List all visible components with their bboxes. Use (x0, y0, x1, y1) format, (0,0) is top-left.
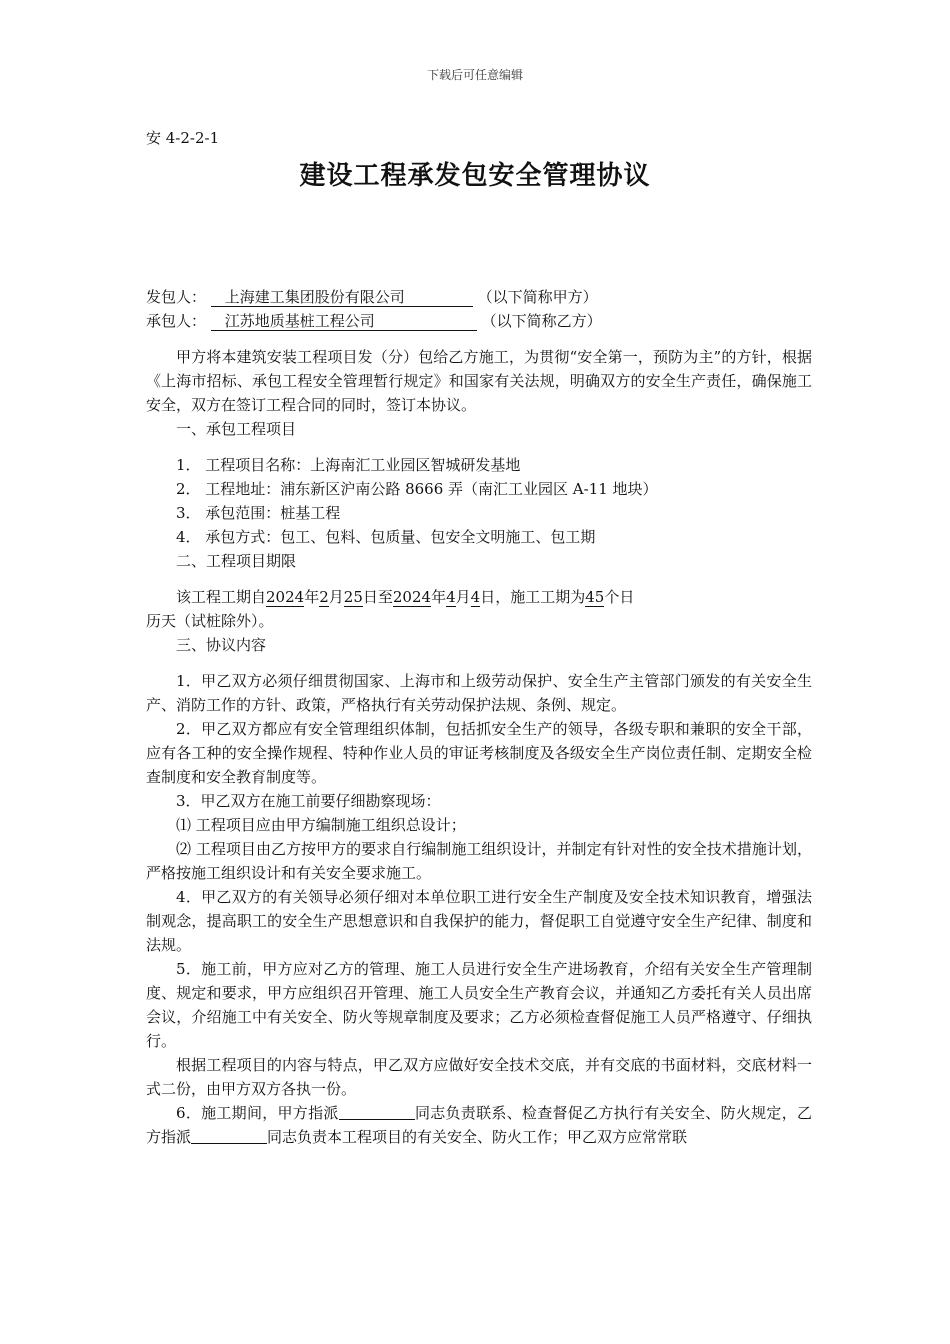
clause-4: 4．甲乙双方的有关领导必须仔细对本单位职工进行安全生产制度及安全技术知识教育，增强法制观念，提高职工的安全生产思想意识和自我保护的能力，督促职工自觉遵守安全生产纪律、制度和法规。 (146, 888, 812, 954)
clause-1: 1．甲乙双方必须仔细贯彻国家、上海市和上级劳动保护、安全生产主管部门颁发的有关安全生产、消防工作的方针、政策，严格执行有关劳动保护法规、条例、规定。 (146, 672, 812, 714)
start-year: 2024 (266, 588, 305, 606)
end-year: 2024 (392, 588, 432, 606)
start-day: 25 (343, 588, 363, 606)
clause-3: 3．甲乙双方在施工前要仔细勘察现场： (176, 792, 441, 810)
clause-6: 6．施工期间，甲方指派 同志负责联系、检查督促乙方执行有关安全、防火规定，乙方指派 同志负责本工程项目的有关安全、防火工作；甲乙双方应常常联 (146, 1104, 812, 1146)
start-month: 2 (319, 588, 329, 606)
period-line-2: 历天（试桩除外）。 (146, 612, 274, 630)
party-b-contact-blank[interactable] (191, 1127, 267, 1144)
party-b-line (146, 309, 812, 333)
party-a-suffix: （以下简称甲方） (477, 288, 598, 306)
party-a-contact-blank[interactable] (339, 1103, 415, 1120)
project-item-3: 3． 承包范围：桩基工程 (176, 504, 341, 522)
period-line: 该工程工期自2024年2月25日至2024年4月4日，施工工期为45个日 (176, 588, 635, 606)
clause-5-extra: 根据工程项目的内容与特点，甲乙双方应做好安全技术交底，并有交底的书面材料，交底材料一式二份，由甲方双方各执一份。 (146, 1056, 812, 1098)
section-heading-2: 二、工程项目期限 (176, 552, 297, 570)
document-title: 建设工程承发包安全管理协议 (299, 161, 651, 191)
party-b-suffix: （以下简称乙方） (481, 312, 602, 330)
party-a-label: 发包人： (146, 288, 207, 306)
party-a-name: 上海建工集团股份有限公司 (211, 288, 473, 307)
project-item-1: 1． 工程项目名称：上海南汇工业园区智城研发基地 (176, 456, 521, 474)
document-code: 安 4-2-2-1 (146, 129, 220, 147)
section-heading-3: 三、协议内容 (176, 636, 267, 654)
clause-3-sub-1: ⑴ 工程项目应由甲方编制施工组织总设计； (176, 816, 466, 834)
duration-days: 45 (585, 588, 605, 606)
header-note: 下载后可任意编辑 (426, 68, 523, 82)
intro-paragraph: 甲方将本建筑安装工程项目发（分）包给乙方施工，为贯彻“安全第一，预防为主”的方针，根据《上海市招标、承包工程安全管理暂行规定》和国家有关法规，明确双方的安全生产责任，确保施工安全，双方在签订工程合同的同时，签订本协议。 (146, 348, 812, 414)
document-body (146, 285, 812, 1149)
clause-5: 5．施工前，甲方应对乙方的管理、施工人员进行安全生产进场教育，介绍有关安全生产管理制度、规定和要求，甲方应组织召开管理、施工人员安全生产教育会议，并通知乙方委托有关人员出席会议，介绍施工中有关安全、防火等规章制度及要求；乙方必须检查督促施工人员严格遵守、仔细执行。 (146, 960, 812, 1050)
clause-3-sub-2: ⑵ 工程项目由乙方按甲方的要求自行编制施工组织设计，并制定有针对性的安全技术措施计划，严格按施工组织设计和有关安全要求施工。 (146, 840, 812, 882)
clause-2: 2．甲乙双方都应有安全管理组织体制，包括抓安全生产的领导，各级专职和兼职的安全干部，应有各工种的安全操作规程、特种作业人员的审证考核制度及各级安全生产岗位责任制、定期安全检查制度和安全教育制度等。 (146, 720, 812, 786)
end-month: 4 (446, 588, 456, 606)
project-item-4: 4． 承包方式：包工、包料、包质量、包安全文明施工、包工期 (176, 528, 596, 546)
party-b-label: 承包人： (146, 312, 207, 330)
project-item-2: 2． 工程地址：浦东新区沪南公路 8666 弄（南汇工业园区 A-11 地块） (176, 480, 658, 498)
end-day: 4 (470, 588, 481, 606)
party-a-line (146, 285, 812, 309)
section-heading-1: 一、承包工程项目 (176, 420, 297, 438)
party-b-name: 江苏地质基桩工程公司 (211, 312, 477, 331)
